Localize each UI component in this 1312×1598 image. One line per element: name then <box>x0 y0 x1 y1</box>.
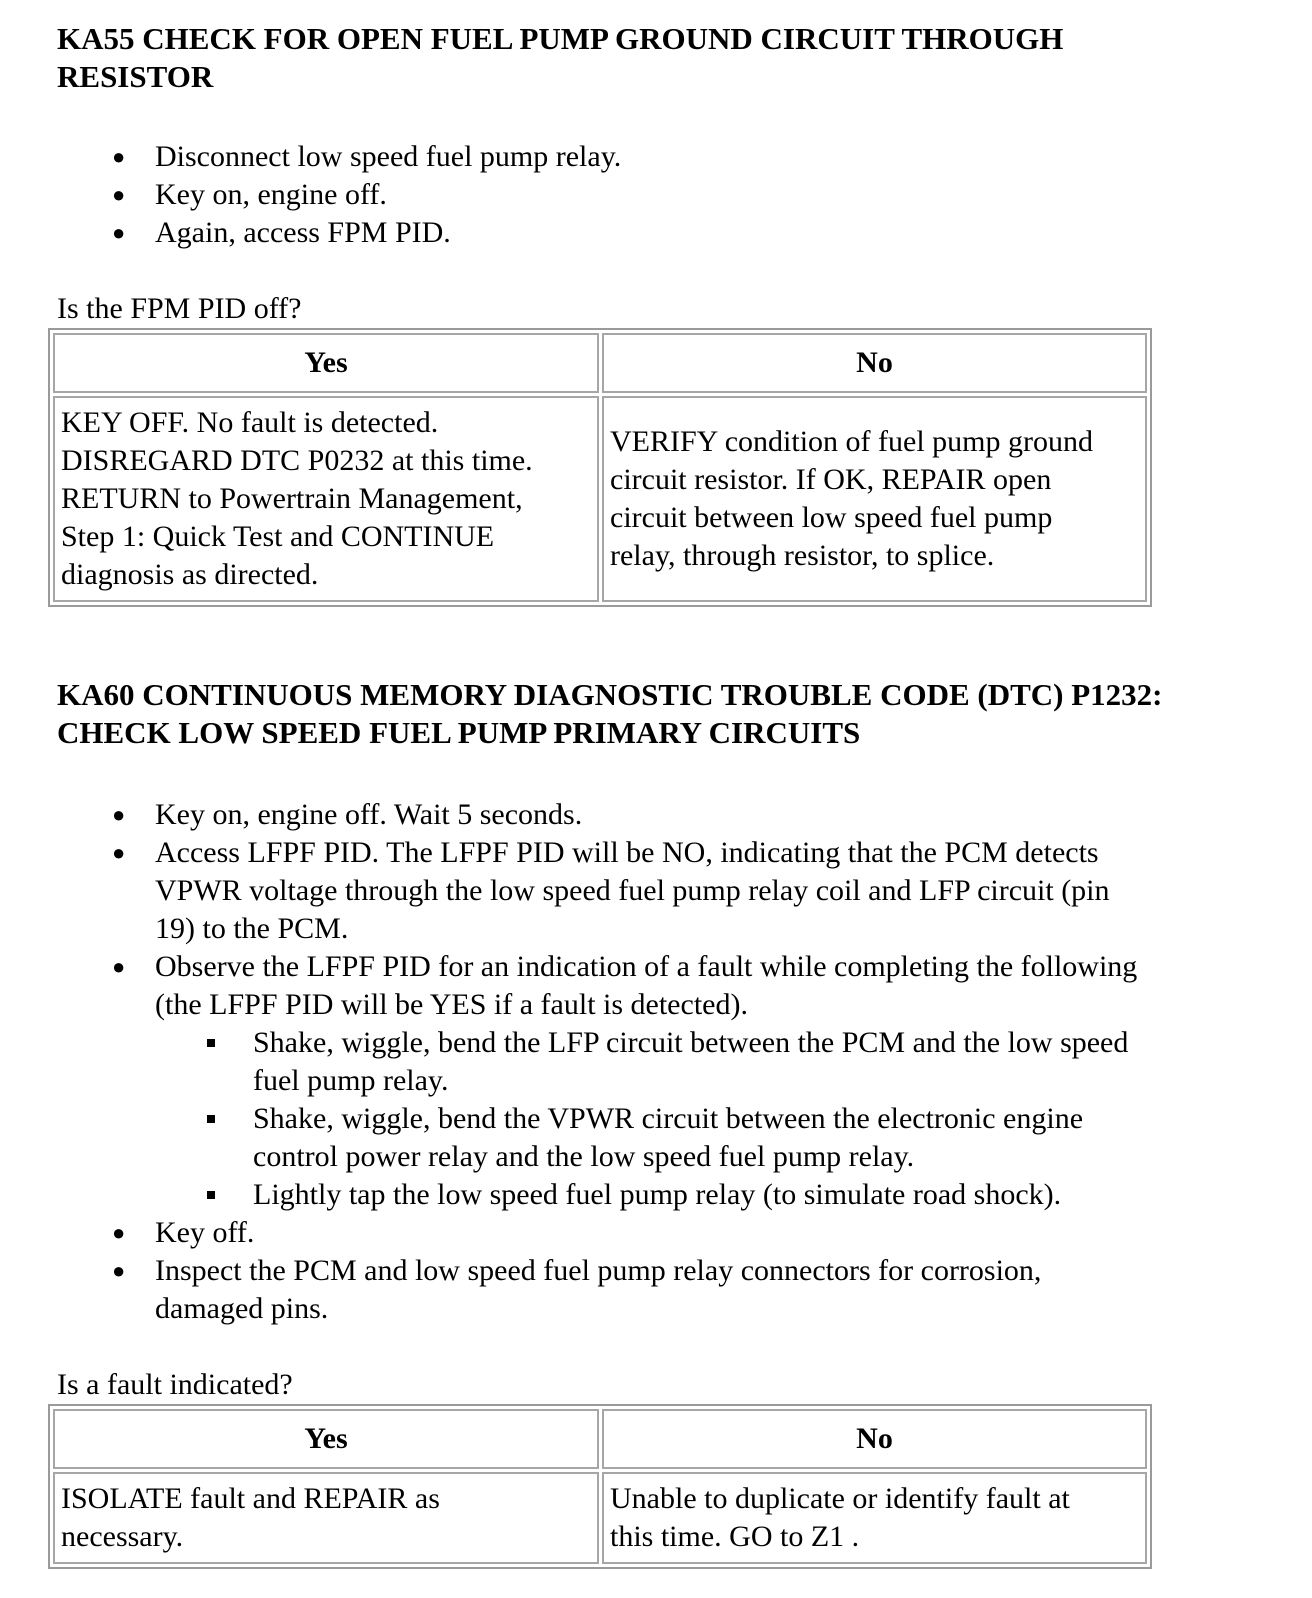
cell-line: VERIFY condition of fuel pump ground <box>610 425 1094 458</box>
cell-line: necessary. <box>61 1520 184 1553</box>
square-bullet-icon <box>207 1191 215 1199</box>
cell-line: this time. GO to Z1 . <box>610 1520 860 1553</box>
list-item <box>57 138 1287 176</box>
list-item-text: damaged pins. <box>155 1292 329 1325</box>
list-item-text: Key on, engine off. <box>155 178 387 211</box>
section-title-line: CHECK LOW SPEED FUEL PUMP PRIMARY CIRCUITS <box>57 715 861 750</box>
bullet-icon: ● <box>112 1220 126 1245</box>
list-item <box>57 834 1287 948</box>
step-list <box>57 138 1287 252</box>
section-title <box>57 20 1287 96</box>
sub-step-list <box>155 1024 1287 1214</box>
cell-line: Step 1: Quick Test and CONTINUE <box>61 520 495 553</box>
cell-line: circuit resistor. If OK, REPAIR open <box>610 463 1052 496</box>
bullet-icon: ● <box>112 802 126 827</box>
cell-line: Unable to duplicate or identify fault at <box>610 1482 1070 1515</box>
list-item-text: Access LFPF PID. The LFPF PID will be NO, indicating that the PCM detects <box>155 836 1099 869</box>
sub-list-item-text: Lightly tap the low speed fuel pump relay (to simulate road shock). <box>253 1178 1062 1211</box>
bullet-icon: ● <box>112 1258 126 1283</box>
sub-list-item <box>155 1100 1287 1176</box>
sub-list-item-text: control power relay and the low speed fuel pump relay. <box>253 1140 915 1173</box>
list-item-text: Observe the LFPF PID for an indication of a fault while completing the following <box>155 950 1138 983</box>
list-item <box>57 796 1287 834</box>
bullet-icon: ● <box>112 954 126 979</box>
sub-list-item-text: fuel pump relay. <box>253 1064 449 1097</box>
list-item <box>57 948 1287 1214</box>
section-ka60 <box>57 676 1287 1569</box>
cell-line: KEY OFF. No fault is detected. <box>61 406 439 439</box>
yes-header: Yes <box>53 1409 599 1469</box>
sub-list-item <box>155 1176 1287 1214</box>
no-cell <box>602 396 1147 602</box>
sub-list-item-text: Shake, wiggle, bend the VPWR circuit between the electronic engine <box>253 1102 1084 1135</box>
table-row <box>53 1472 1147 1564</box>
list-item <box>57 176 1287 214</box>
list-item-text: Key off. <box>155 1216 255 1249</box>
list-item-text: Again, access FPM PID. <box>155 216 451 249</box>
section-ka55 <box>57 20 1287 607</box>
cell-line: ISOLATE fault and REPAIR as <box>61 1482 440 1515</box>
table-header-row <box>53 1409 1147 1469</box>
cell-line: DISREGARD DTC P0232 at this time. <box>61 444 533 477</box>
yes-no-table <box>48 328 1152 607</box>
question-text: Is a fault indicated? <box>57 1368 293 1401</box>
list-item-text: Disconnect low speed fuel pump relay. <box>155 140 622 173</box>
list-item <box>57 214 1287 252</box>
square-bullet-icon <box>207 1115 215 1123</box>
list-item-text: VPWR voltage through the low speed fuel pump relay coil and LFP circuit (pin <box>155 874 1110 907</box>
sub-list-item <box>155 1024 1287 1100</box>
list-item-text: 19) to the PCM. <box>155 912 349 945</box>
list-item-text: Key on, engine off. Wait 5 seconds. <box>155 798 583 831</box>
section-title <box>57 676 1287 752</box>
table-row <box>53 396 1147 602</box>
list-item-text: (the LFPF PID will be YES if a fault is detected). <box>155 988 748 1021</box>
section-title-line: KA55 CHECK FOR OPEN FUEL PUMP GROUND CIRCUIT THROUGH <box>57 21 1064 56</box>
section-title-line: RESISTOR <box>57 59 214 94</box>
bullet-icon: ● <box>112 182 126 207</box>
cell-line: RETURN to Powertrain Management, <box>61 482 523 515</box>
list-item-text: Inspect the PCM and low speed fuel pump relay connectors for corrosion, <box>155 1254 1042 1287</box>
no-header: No <box>602 1409 1147 1469</box>
cell-line: diagnosis as directed. <box>61 558 319 591</box>
bullet-icon: ● <box>112 220 126 245</box>
yes-cell <box>53 1472 599 1564</box>
cell-line: circuit between low speed fuel pump <box>610 501 1053 534</box>
yes-no-table <box>48 1404 1152 1569</box>
sub-list-item-text: Shake, wiggle, bend the LFP circuit between the PCM and the low speed <box>253 1026 1129 1059</box>
list-item <box>57 1252 1287 1328</box>
step-list <box>57 796 1287 1328</box>
question-text: Is the FPM PID off? <box>57 292 302 325</box>
no-header: No <box>602 333 1147 393</box>
yes-header: Yes <box>53 333 599 393</box>
yes-cell <box>53 396 599 602</box>
square-bullet-icon <box>207 1039 215 1047</box>
cell-line: relay, through resistor, to splice. <box>610 539 995 572</box>
no-cell <box>602 1472 1147 1564</box>
section-title-line: KA60 CONTINUOUS MEMORY DIAGNOSTIC TROUBLE CODE (DTC) P1232: <box>57 677 1163 712</box>
bullet-icon: ● <box>112 840 126 865</box>
table-header-row <box>53 333 1147 393</box>
bullet-icon: ● <box>112 144 126 169</box>
list-item <box>57 1214 1287 1252</box>
